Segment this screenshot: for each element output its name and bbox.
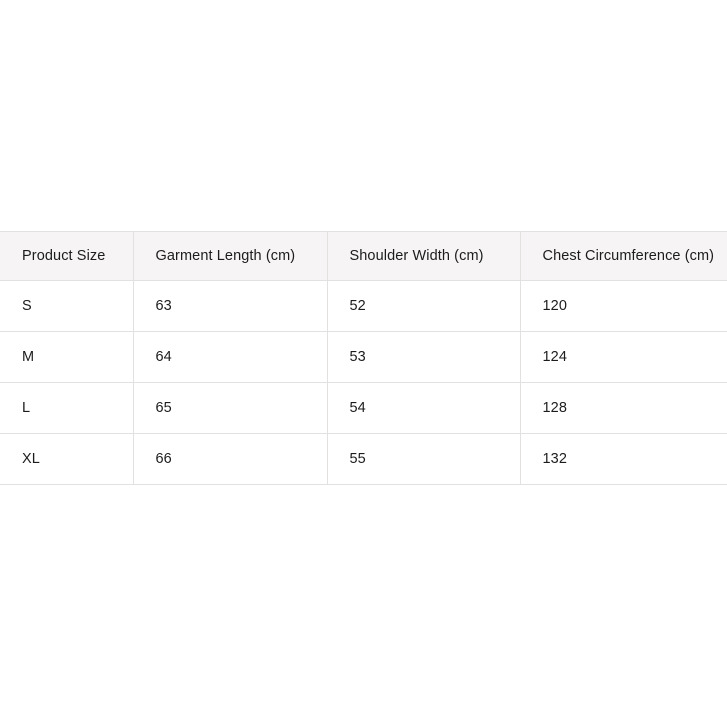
cell-chest-circumference: 128 <box>520 383 727 434</box>
cell-shoulder-width: 55 <box>327 434 520 485</box>
table-row <box>0 383 727 434</box>
cell-size: L <box>0 383 133 434</box>
table-header <box>0 232 727 281</box>
column-header-product-size: Product Size <box>0 232 133 281</box>
table-header-row <box>0 232 727 281</box>
cell-chest-circumference: 132 <box>520 434 727 485</box>
cell-shoulder-width: 54 <box>327 383 520 434</box>
cell-size: M <box>0 332 133 383</box>
cell-shoulder-width: 52 <box>327 281 520 332</box>
size-chart-table <box>0 231 727 485</box>
table-body <box>0 281 727 485</box>
size-chart-container <box>0 231 727 485</box>
column-header-shoulder-width: Shoulder Width (cm) <box>327 232 520 281</box>
cell-garment-length: 66 <box>133 434 327 485</box>
column-header-garment-length: Garment Length (cm) <box>133 232 327 281</box>
cell-size: XL <box>0 434 133 485</box>
table-row <box>0 281 727 332</box>
cell-shoulder-width: 53 <box>327 332 520 383</box>
cell-chest-circumference: 120 <box>520 281 727 332</box>
cell-chest-circumference: 124 <box>520 332 727 383</box>
table-row <box>0 434 727 485</box>
column-header-chest-circumference: Chest Circumference (cm) <box>520 232 727 281</box>
cell-garment-length: 63 <box>133 281 327 332</box>
cell-garment-length: 64 <box>133 332 327 383</box>
table-row <box>0 332 727 383</box>
cell-garment-length: 65 <box>133 383 327 434</box>
cell-size: S <box>0 281 133 332</box>
